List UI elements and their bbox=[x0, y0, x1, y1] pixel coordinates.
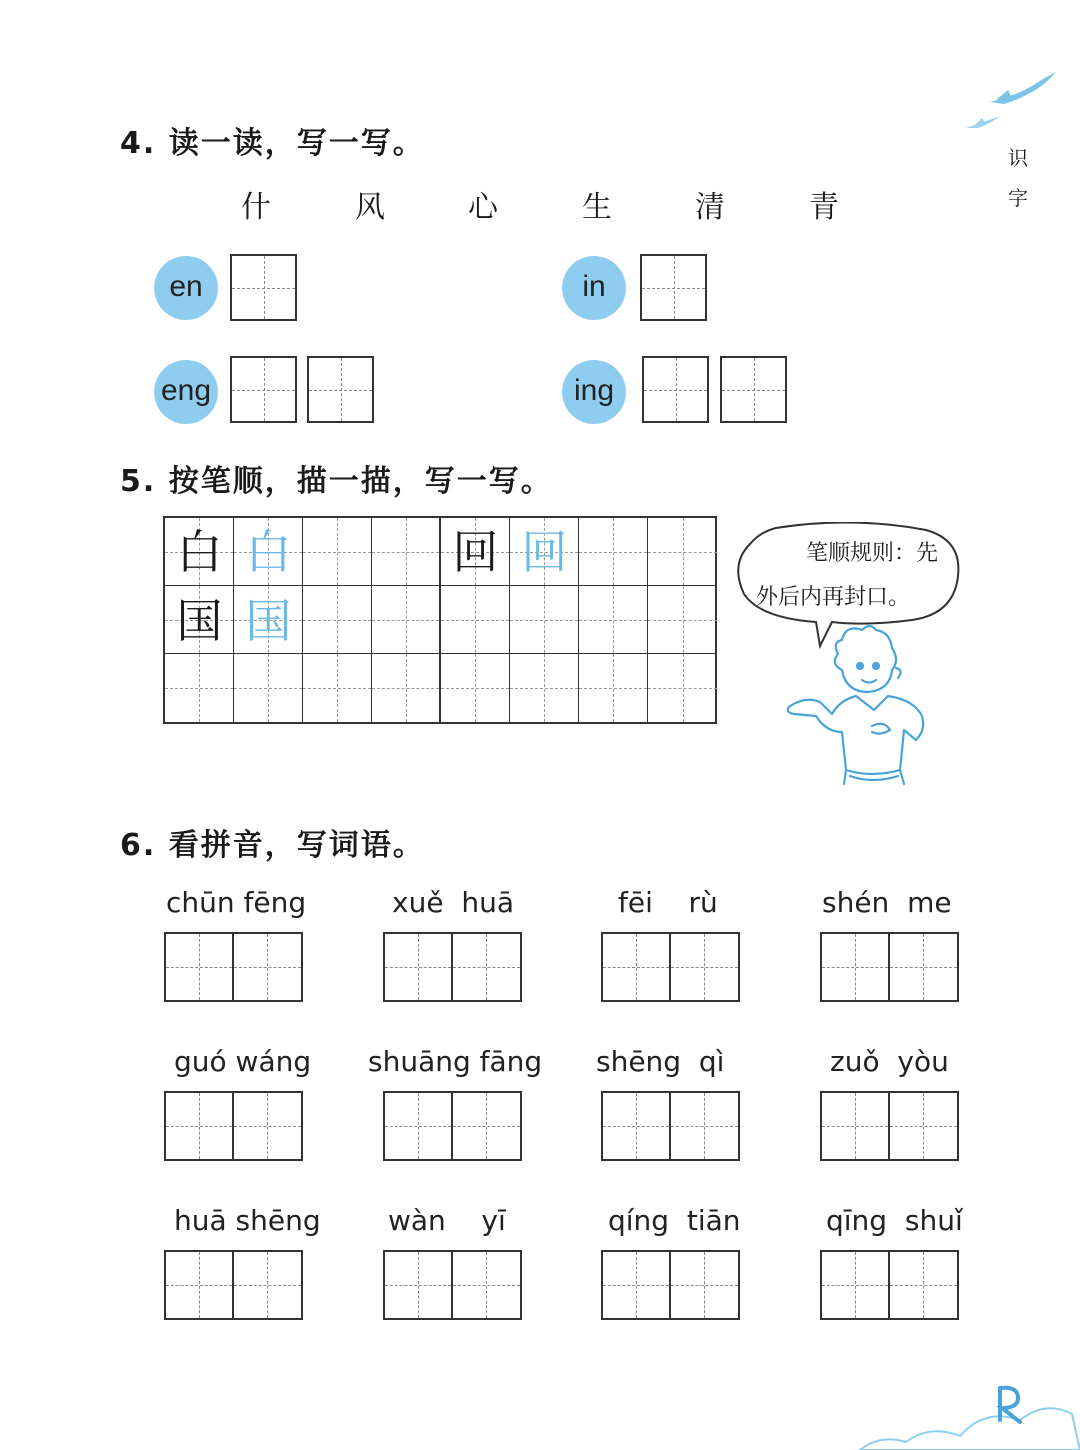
pinyin-label: chūn fēng bbox=[166, 886, 307, 919]
q4-characters bbox=[0, 182, 1080, 232]
cartoon-boy-icon bbox=[776, 620, 936, 790]
word-box[interactable] bbox=[383, 932, 522, 1002]
writing-box[interactable] bbox=[307, 356, 374, 423]
word-box[interactable] bbox=[164, 932, 303, 1002]
sound-ing-badge: ing bbox=[562, 360, 626, 424]
sound-eng-badge: eng bbox=[154, 360, 218, 424]
grid-cell[interactable] bbox=[510, 586, 579, 654]
word-box[interactable] bbox=[164, 1091, 303, 1161]
word-box[interactable] bbox=[601, 1091, 740, 1161]
pinyin-label: zuǒ yòu bbox=[830, 1045, 949, 1078]
word-box[interactable] bbox=[820, 1091, 959, 1161]
side-label-1: 识 bbox=[1008, 146, 1028, 170]
pinyin-label: fēi rù bbox=[618, 886, 718, 919]
q4-char: 风 bbox=[355, 190, 385, 225]
word-box[interactable] bbox=[164, 1250, 303, 1320]
pinyin-label: shuāng fāng bbox=[368, 1045, 543, 1078]
q4-char: 生 bbox=[582, 190, 612, 225]
pinyin-label: wàn yī bbox=[388, 1204, 506, 1237]
grid-cell[interactable] bbox=[303, 586, 372, 654]
grid-cell[interactable] bbox=[579, 518, 648, 586]
birds-icon bbox=[960, 68, 1060, 134]
writing-box[interactable] bbox=[640, 254, 707, 321]
sound-in-badge: in bbox=[562, 256, 626, 320]
sound-en-badge: en bbox=[154, 256, 218, 320]
pinyin-label: huā shēng bbox=[174, 1204, 321, 1237]
grid-cell[interactable] bbox=[234, 654, 303, 722]
word-box[interactable] bbox=[601, 932, 740, 1002]
model-char-guo: 国 bbox=[176, 594, 223, 648]
model-char-bai: 白 bbox=[176, 525, 223, 579]
question-6-title: 6. 看拼音，写词语。 bbox=[120, 828, 425, 863]
grid-cell[interactable] bbox=[648, 518, 717, 586]
grid-cell[interactable] bbox=[165, 654, 234, 722]
question-4-title: 4. 读一读，写一写。 bbox=[120, 126, 425, 161]
q4-char: 什 bbox=[241, 190, 271, 225]
grid-cell[interactable] bbox=[303, 518, 372, 586]
question-5-title: 5. 按笔顺，描一描，写一写。 bbox=[120, 464, 553, 499]
grid-cell[interactable] bbox=[303, 654, 372, 722]
grid-cell[interactable] bbox=[372, 654, 441, 722]
word-box[interactable] bbox=[383, 1250, 522, 1320]
word-box[interactable] bbox=[601, 1250, 740, 1320]
grid-cell[interactable] bbox=[372, 586, 441, 654]
speech-line-1: 笔顺规则：先 bbox=[806, 541, 939, 566]
pinyin-label: shén me bbox=[822, 886, 952, 919]
pinyin-label: shēng qì bbox=[596, 1045, 725, 1078]
cloud-logo-icon bbox=[850, 1380, 1080, 1450]
grid-cell[interactable] bbox=[579, 586, 648, 654]
q4-char: 清 bbox=[695, 190, 725, 225]
grid-cell[interactable] bbox=[648, 586, 717, 654]
grid-cell[interactable] bbox=[372, 518, 441, 586]
pinyin-label: xuě huā bbox=[392, 886, 514, 919]
pinyin-label: qíng tiān bbox=[608, 1204, 741, 1237]
grid-cell[interactable] bbox=[441, 586, 510, 654]
model-char-hui: 回 bbox=[452, 525, 499, 579]
grid-cell[interactable] bbox=[510, 654, 579, 722]
trace-char-hui: 回 bbox=[521, 525, 568, 579]
writing-box[interactable] bbox=[230, 254, 297, 321]
side-label-2: 字 bbox=[1008, 186, 1028, 210]
writing-box[interactable] bbox=[230, 356, 297, 423]
trace-char-bai: 白 bbox=[245, 525, 292, 579]
pinyin-label: guó wáng bbox=[174, 1045, 312, 1078]
speech-line-2: 外后内再封口。 bbox=[756, 585, 911, 610]
word-box[interactable] bbox=[820, 1250, 959, 1320]
q4-char: 心 bbox=[468, 190, 498, 225]
writing-box[interactable] bbox=[642, 356, 709, 423]
word-box[interactable] bbox=[383, 1091, 522, 1161]
word-box[interactable] bbox=[820, 932, 959, 1002]
stroke-order-grid[interactable] bbox=[163, 516, 717, 724]
grid-cell[interactable] bbox=[579, 654, 648, 722]
grid-cell[interactable] bbox=[648, 654, 717, 722]
pinyin-label: qīng shuǐ bbox=[826, 1204, 963, 1237]
writing-box[interactable] bbox=[720, 356, 787, 423]
trace-char-guo: 国 bbox=[245, 594, 292, 648]
grid-cell[interactable] bbox=[441, 654, 510, 722]
q4-char: 青 bbox=[809, 190, 839, 225]
